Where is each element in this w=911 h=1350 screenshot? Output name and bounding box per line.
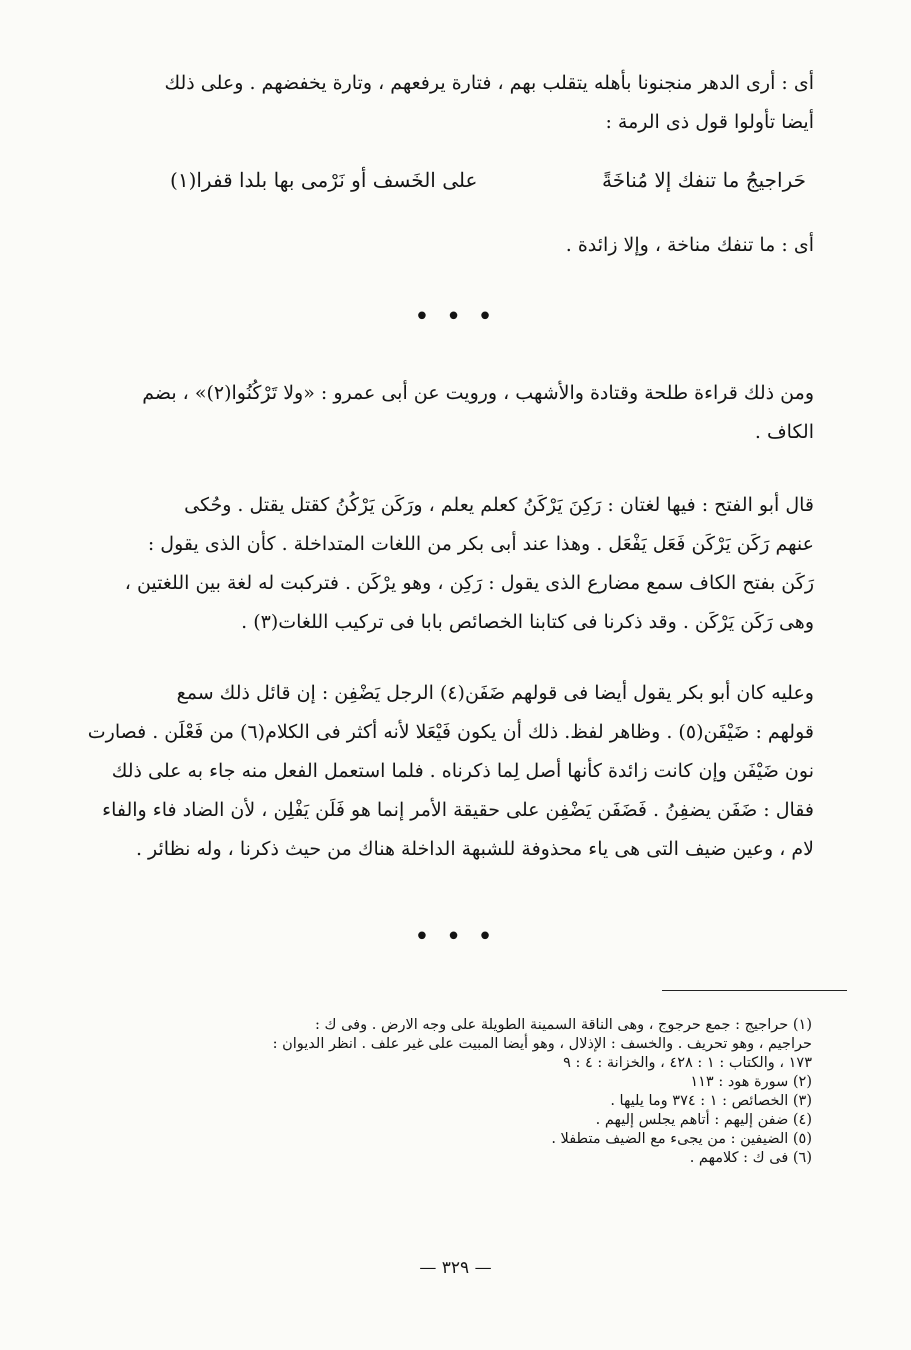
footnote-line: (٦) فى ك : كلامهم . [689, 1150, 812, 1166]
footnote-line: ١٧٣ ، والكتاب : ١ : ٤٢٨ ، والخزانة : ٤ : ٩ [563, 1055, 812, 1071]
paragraph-intro [108, 64, 814, 142]
footnote-line: (١) حراجيج : جمع حرجوج ، وهى الناقة السمينة الطويلة على وجه الارض . وفى ك : [315, 1017, 812, 1033]
text-line: قولهم : ضَيْفَن(٥) . وظاهر لفظ. ذلك أن يكون فَيْعَلا لأنه أكثر فى الكلام(٦) من فَعْلَن . فصارت [87, 721, 814, 743]
footnote-line: (٢) سورة هود : ١١٣ [690, 1074, 812, 1090]
paragraph-abu-al-fath [108, 486, 814, 642]
verse-second-hemistich: على الخَسف أو نَرْمى بها بلدا قفرا(١) [170, 168, 478, 192]
footnote-divider [662, 990, 847, 991]
footnote-line: حراجيم ، وهو تحريف . والخسف : الإذلال ، وهو أيضا المبيت على غير علف . انظر الديوان : [272, 1036, 812, 1052]
text-line: فقال : ضَفَن يضفِنُ . فَضَفَن يَضْفِن على حقيقة الأمر إنما هو فَلَن يَفْلِن ، لأن الضاد فاء والفاء [102, 799, 814, 821]
text-line: أى : أرى الدهر منجنونا بأهله يتقلب بهم ، فتارة يرفعهم ، وتارة يخفضهم . وعلى ذلك [164, 72, 814, 94]
paragraph-reading [108, 374, 814, 452]
text-line: وهى رَكَن يَرْكَن . وقد ذكرنا فى كتابنا الخصائص بابا فى تركيب اللغات(٣) . [241, 611, 814, 633]
text-line: أيضا تأولوا قول ذى الرمة : [605, 111, 814, 133]
verse-first-hemistich: حَراجيجُ ما تنفك إلا مُناخَةً [602, 168, 806, 192]
section-separator: • • • [414, 302, 497, 332]
footnote-line: (٣) الخصائص : ١ : ٣٧٤ وما يليها . [610, 1093, 812, 1109]
footnotes [100, 1016, 812, 1168]
text-line: الكاف . [754, 421, 814, 443]
text-line: أى : ما تنفك مناخة ، وإلا زائدة . [565, 234, 814, 256]
section-separator: • • • [414, 922, 497, 952]
verse-explanation [108, 226, 814, 265]
text-line: ومن ذلك قراءة طلحة وقتادة والأشهب ، ورويت عن أبى عمرو : «ولا تَرْكُنُوا(٢)» ، بضم [142, 382, 814, 404]
text-line: عنهم رَكَن يَرْكَن فَعَل يَفْعَل . وهذا عند أبى بكر من اللغات المتداخلة . كأن الذى يقول : [147, 533, 814, 555]
page-number: — ٣٢٩ — [419, 1258, 492, 1278]
paragraph-abu-bakr [87, 674, 814, 869]
text-line: رَكَن بفتح الكاف سمع مضارع الذى يقول : رَكِن ، وهو يرْكَن . فتركبت له لغة بين اللغتين ، [124, 572, 814, 594]
footnote-line: (٤) ضفن إليهم : أتاهم يجلس إليهم . [595, 1112, 812, 1128]
text-line: نون ضَيْفَن وإن كانت زائدة كأنها أصل لِما ذكرناه . فلما استعمل الفعل منه جاء به على ذلك [111, 760, 814, 782]
text-line: لام ، وعين ضيف التى هى ياء محذوفة للشبهة الداخلة هناك من حيث ذكرنا ، وله نظائر . [135, 838, 814, 860]
footnote-line: (٥) الضيفين : من يجىء مع الضيف متطفلا . [551, 1131, 812, 1147]
text-line: قال أبو الفتح : فيها لغتان : رَكِنَ يَرْكَنُ كعلم يعلم ، ورَكَن يَرْكُنُ كقتل يقتل . وحُكى [184, 494, 814, 516]
text-line: وعليه كان أبو بكر يقول أيضا فى قولهم ضَفَن(٤) الرجل يَضْفِن : إن قائل ذلك سمع [176, 682, 814, 704]
